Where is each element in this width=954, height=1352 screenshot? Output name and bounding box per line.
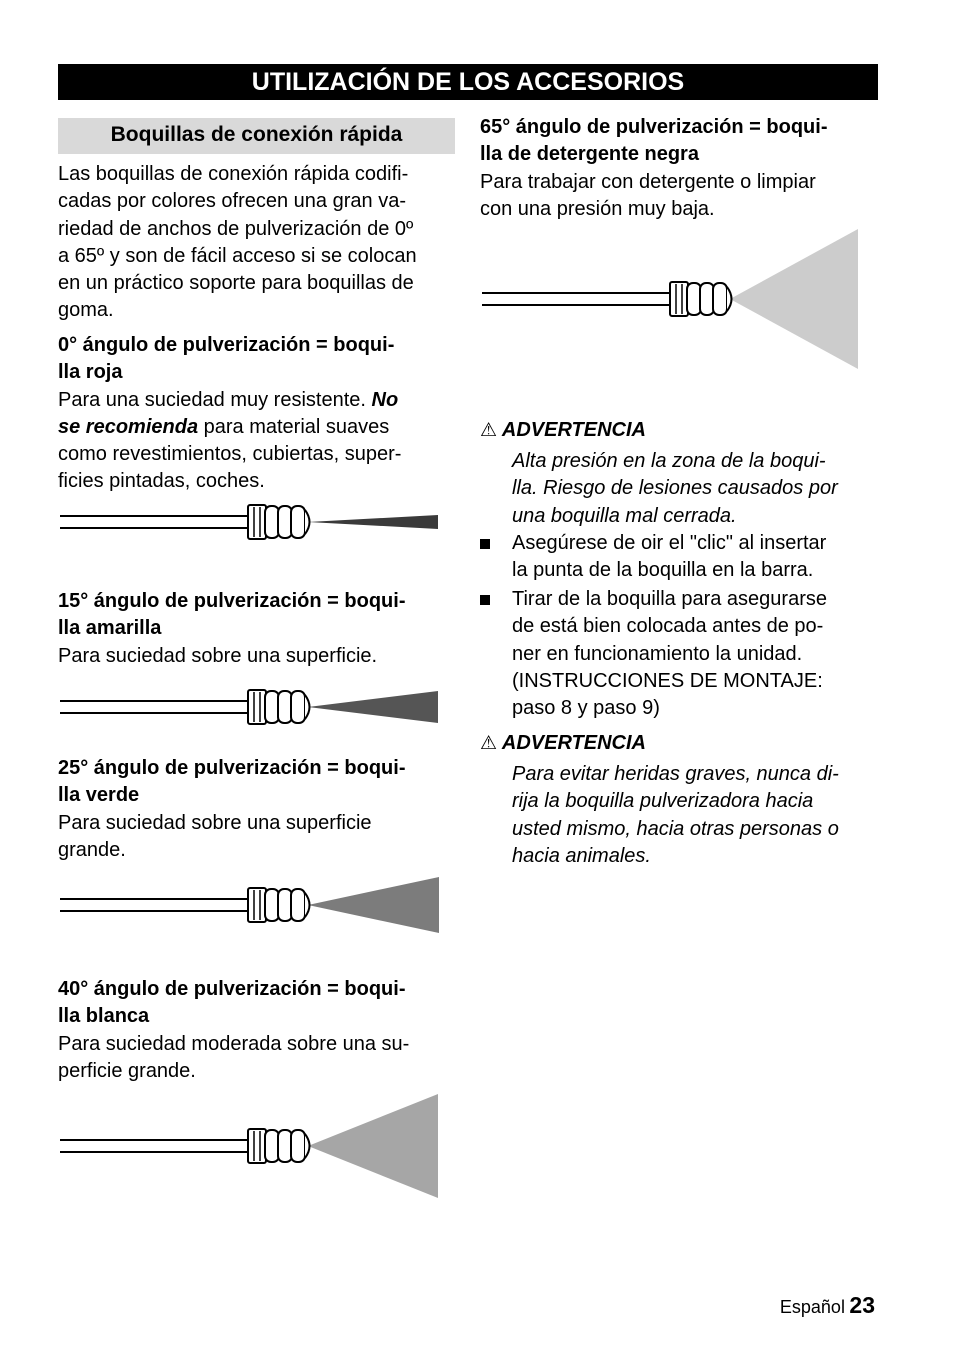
page-title: UTILIZACIÓN DE LOS ACCESORIOS <box>58 64 878 100</box>
warning-title-text: ADVERTENCIA <box>501 732 646 754</box>
nozzle-heading: lla blanca <box>58 1005 150 1028</box>
nozzle-grip <box>265 506 279 538</box>
warning-title-text: ADVERTENCIA <box>501 419 646 441</box>
nozzle-desc: Para trabajar con detergente o limpiar <box>480 170 816 193</box>
nozzle-grip <box>265 1130 279 1162</box>
nozzle-40-illustration <box>58 1096 440 1206</box>
nozzle-grip <box>291 1130 305 1162</box>
nozzle-desc-emphasis: se recomienda <box>58 415 199 438</box>
nozzle-desc-text: para material suaves <box>198 415 390 438</box>
nozzle-15-block <box>58 588 406 670</box>
warning-text-line: lla. Riesgo de lesiones causados por <box>512 477 838 500</box>
intro-line: cadas por colores ofrecen una gran va- <box>58 190 406 213</box>
spray-cone <box>308 515 438 529</box>
nozzle-0-block <box>58 332 401 496</box>
warning-icon: ⚠ <box>480 732 498 754</box>
nozzle-desc-emphasis: No <box>371 388 399 411</box>
warning-text-line: Alta presión en la zona de la boqui- <box>512 450 826 472</box>
nozzle-tip <box>727 287 732 311</box>
spray-cone <box>730 229 858 369</box>
nozzle-grip <box>265 889 279 921</box>
nozzle-grip <box>687 283 701 315</box>
nozzle-grip <box>713 283 727 315</box>
nozzle-heading: lla roja <box>58 361 123 384</box>
bullet-square-icon <box>480 539 490 549</box>
nozzle-heading: 25° ángulo de pulverización = boqui- <box>58 757 406 779</box>
nozzle-25-block <box>58 755 406 864</box>
bullet-square-icon <box>480 595 490 605</box>
warning-1 <box>480 417 646 444</box>
nozzle-grip <box>278 691 292 723</box>
nozzle-grip <box>700 283 714 315</box>
warning-text-line: usted mismo, hacia otras personas o <box>512 817 839 840</box>
intro-line: riedad de anchos de pulverización de 0º <box>58 217 414 240</box>
bullet-line: la punta de la boquilla en la barra. <box>512 559 814 582</box>
warning-text-line: una boquilla mal cerrada. <box>512 504 737 527</box>
warning-2 <box>480 730 646 757</box>
nozzle-desc-text: Para una suciedad muy resistente. <box>58 388 372 411</box>
nozzle-grip <box>265 691 279 723</box>
bullet-line: ner en funcionamiento la unidad. <box>512 642 803 665</box>
intro-line: a 65º y son de fácil acceso si se colocan <box>58 244 417 267</box>
nozzle-grip <box>278 1130 292 1162</box>
spray-cone <box>308 691 438 723</box>
bullet-line: Asegúrese de oir el "clic" al insertar <box>512 532 827 554</box>
nozzle-heading: 0° ángulo de pulverización = boqui- <box>58 334 395 356</box>
warning-title <box>480 417 646 444</box>
section-title: Boquillas de conexión rápida <box>58 118 455 154</box>
nozzle-tip <box>305 695 310 719</box>
nozzle-25-illustration <box>58 874 440 938</box>
intro-line: Las boquillas de conexión rápida codifi- <box>58 163 409 185</box>
nozzle-desc: con una presión muy baja. <box>480 197 715 220</box>
page-footer <box>780 1292 875 1319</box>
nozzle-desc: Para suciedad sobre una superficie. <box>58 644 378 667</box>
nozzle-grip <box>278 889 292 921</box>
warning-icon: ⚠ <box>480 419 498 441</box>
warning-text-line: hacia animales. <box>512 844 651 867</box>
nozzle-collar <box>248 888 266 922</box>
bullet-line: (INSTRUCCIONES DE MONTAJE: <box>512 669 823 692</box>
nozzle-heading: lla de detergente negra <box>480 143 699 166</box>
nozzle-desc: ficies pintadas, coches. <box>58 470 265 493</box>
nozzle-desc: grande. <box>58 838 126 861</box>
nozzle-heading: lla verde <box>58 784 140 807</box>
nozzle-tip <box>305 893 310 917</box>
page-number: 23 <box>849 1292 875 1318</box>
bullet-item <box>480 586 880 722</box>
nozzle-0-illustration <box>58 508 440 552</box>
nozzle-desc <box>58 414 401 441</box>
spray-cone <box>308 877 439 933</box>
nozzle-desc: como revestimientos, cubiertas, super- <box>58 443 402 466</box>
bullet-line: paso 8 y paso 9) <box>512 697 660 720</box>
bullet-line: Tirar de la boquilla para asegurarse <box>512 588 827 610</box>
warning-text-line: rija la boquilla pulverizadora hacia <box>512 790 814 813</box>
intro-line: en un práctico soporte para boquillas de <box>58 272 414 295</box>
nozzle-desc <box>58 387 401 414</box>
nozzle-tip <box>305 1134 310 1158</box>
nozzle-collar <box>670 282 688 316</box>
warning-2-text <box>512 761 839 870</box>
intro-paragraph <box>58 161 417 325</box>
intro-line: goma. <box>58 299 114 322</box>
spray-cone <box>308 1094 438 1198</box>
nozzle-tip <box>305 510 310 534</box>
nozzle-collar <box>248 505 266 539</box>
warning-text-line: Para evitar heridas graves, nunca di- <box>512 763 839 785</box>
footer-language: Español <box>779 1297 845 1317</box>
nozzle-heading: 65° ángulo de pulverización = boqui- <box>480 116 828 138</box>
nozzle-grip <box>291 889 305 921</box>
nozzle-grip <box>291 691 305 723</box>
nozzle-grip <box>278 506 292 538</box>
bullet-item <box>480 530 880 585</box>
nozzle-collar <box>248 1129 266 1163</box>
nozzle-heading: lla amarilla <box>58 617 162 640</box>
nozzle-desc: perficie grande. <box>58 1059 196 1082</box>
warning-title <box>480 730 646 757</box>
nozzle-collar <box>248 690 266 724</box>
warning-1-text <box>512 448 838 530</box>
nozzle-desc: Para suciedad sobre una superficie <box>58 811 372 834</box>
nozzle-desc: Para suciedad moderada sobre una su- <box>58 1032 410 1055</box>
nozzle-40-block <box>58 976 409 1085</box>
nozzle-heading: 15° ángulo de pulverización = boqui- <box>58 590 406 612</box>
nozzle-grip <box>291 506 305 538</box>
nozzle-65-illustration <box>480 232 862 378</box>
nozzle-heading: 40° ángulo de pulverización = boqui- <box>58 978 406 1000</box>
bullet-line: de está bien colocada antes de po- <box>512 615 824 638</box>
nozzle-15-illustration <box>58 686 440 730</box>
nozzle-65-block <box>480 114 828 223</box>
